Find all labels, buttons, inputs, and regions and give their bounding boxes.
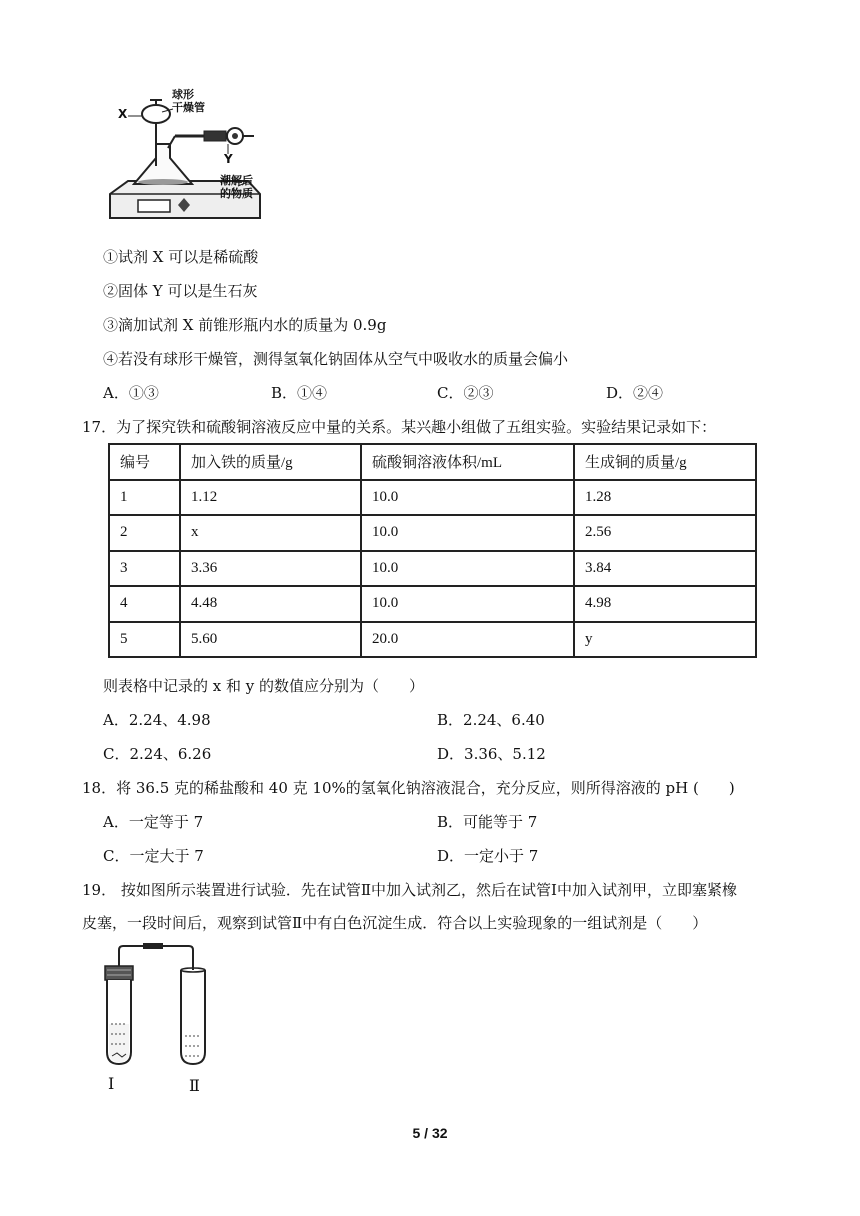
cell: 3 xyxy=(109,551,180,587)
cell: 4.98 xyxy=(574,586,756,622)
q19-stem-line-2: 皮塞，一段时间后，观察到试管Ⅱ中有白色沉淀生成．符合以上实验现象的一组试剂是（ ） xyxy=(82,914,708,932)
table-row xyxy=(109,586,756,622)
cell: 5.60 xyxy=(180,622,361,658)
q17-option-d[interactable]: D．3.36、5.12 xyxy=(437,745,546,763)
cell: 10.0 xyxy=(361,586,574,622)
test-tube-figure xyxy=(95,940,225,1100)
q17-option-a[interactable]: A．2.24、4.98 xyxy=(103,711,211,729)
label-drying-tube: 球形 干燥管 xyxy=(172,88,205,114)
cell: 1.12 xyxy=(180,480,361,516)
cell: 20.0 xyxy=(361,622,574,658)
cell: x xyxy=(180,515,361,551)
cell: 1 xyxy=(109,480,180,516)
q16-option-a[interactable]: A．①③ xyxy=(103,384,159,402)
cell: 10.0 xyxy=(361,551,574,587)
q16-statement-1: ①试剂 X 可以是稀硫酸 xyxy=(103,248,259,266)
header-number: 编号 xyxy=(109,444,180,480)
q16-statement-2: ②固体 Y 可以是生石灰 xyxy=(103,282,258,300)
cell: 3.84 xyxy=(574,551,756,587)
q17-option-b[interactable]: B．2.24、6.40 xyxy=(437,711,545,729)
table-row xyxy=(109,515,756,551)
q18-option-c[interactable]: C．一定大于 7 xyxy=(103,847,204,865)
apparatus-figure xyxy=(100,86,270,231)
q18-stem: 18．将 36.5 克的稀盐酸和 40 克 10%的氢氧化钠溶液混合，充分反应，则所得溶液的 pH ( ) xyxy=(82,779,735,797)
q17-option-c[interactable]: C．2.24、6.26 xyxy=(103,745,212,763)
cell: 2.56 xyxy=(574,515,756,551)
header-copper-mass: 生成铜的质量/g xyxy=(574,444,756,480)
cell: 4 xyxy=(109,586,180,622)
cell: 5 xyxy=(109,622,180,658)
q17-results-table xyxy=(108,443,757,658)
cell: 4.48 xyxy=(180,586,361,622)
two-test-tubes-drawing xyxy=(95,940,225,1100)
table-header-row xyxy=(109,444,756,480)
cell: 10.0 xyxy=(361,480,574,516)
q16-option-c[interactable]: C．②③ xyxy=(437,384,494,402)
label-deliquesced-material: 潮解后 的物质 xyxy=(220,174,253,200)
q18-option-a[interactable]: A．一定等于 7 xyxy=(103,813,204,831)
table-row xyxy=(109,480,756,516)
q18-option-b[interactable]: B．可能等于 7 xyxy=(437,813,538,831)
q17-question: 则表格中记录的 x 和 y 的数值应分别为（ ） xyxy=(103,677,425,695)
tube-label-2: Ⅱ xyxy=(189,1076,200,1095)
q16-option-b[interactable]: B．①④ xyxy=(271,384,328,402)
q16-statement-4: ④若没有球形干燥管，测得氢氧化钠固体从空气中吸收水的质量会偏小 xyxy=(103,350,569,368)
q18-option-d[interactable]: D．一定小于 7 xyxy=(437,847,539,865)
cell: y xyxy=(574,622,756,658)
label-x: X xyxy=(118,107,128,121)
header-copper-sulfate-volume: 硫酸铜溶液体积/mL xyxy=(361,444,574,480)
table-row xyxy=(109,622,756,658)
page-number: 5 / 32 xyxy=(412,1125,448,1141)
cell: 3.36 xyxy=(180,551,361,587)
header-iron-mass: 加入铁的质量/g xyxy=(180,444,361,480)
label-y: Y xyxy=(224,152,233,166)
q19-stem-line-1: 19． 按如图所示装置进行试验．先在试管Ⅱ中加入试剂乙，然后在试管Ⅰ中加入试剂甲，立即塞紧橡 xyxy=(82,881,737,899)
tube-label-1: Ⅰ xyxy=(108,1074,115,1093)
q16-statement-3: ③滴加试剂 X 前锥形瓶内水的质量为 0.9g xyxy=(103,316,387,334)
cell: 2 xyxy=(109,515,180,551)
cell: 10.0 xyxy=(361,515,574,551)
cell: 1.28 xyxy=(574,480,756,516)
q16-option-d[interactable]: D．②④ xyxy=(606,384,664,402)
table-row xyxy=(109,551,756,587)
q17-stem: 17．为了探究铁和硫酸铜溶液反应中量的关系。某兴趣小组做了五组实验。实验结果记录如下： xyxy=(82,418,717,436)
